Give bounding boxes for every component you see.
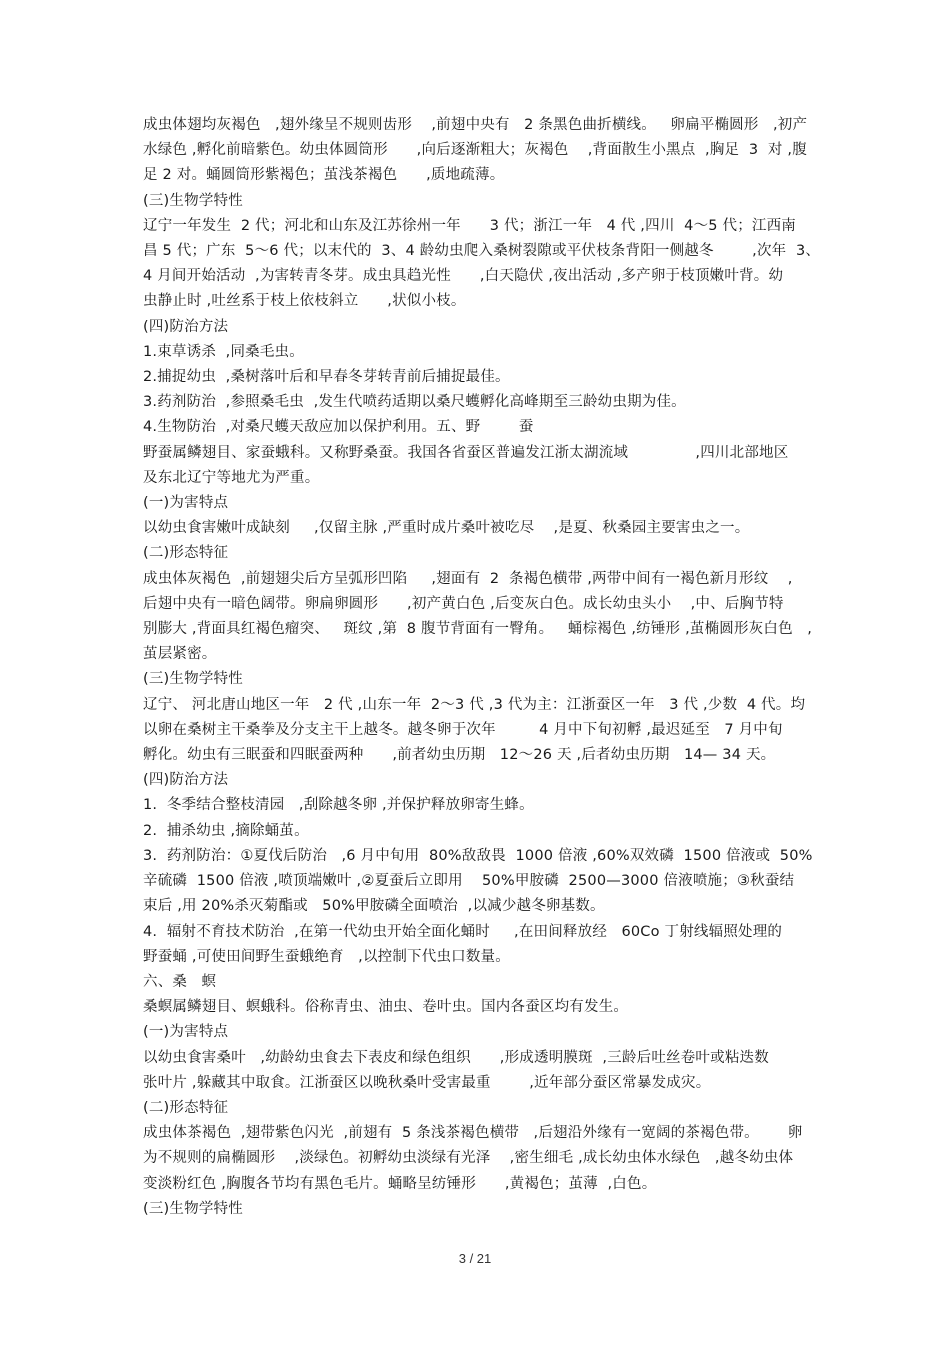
text-line: 及东北辽宁等地尤为严重。 bbox=[143, 469, 320, 486]
text-line: 桑螟属鳞翅目、螟蛾科。俗称青虫、油虫、卷叶虫。国内各蚕区均有发生。 bbox=[143, 999, 629, 1016]
text-line: 4 月间开始活动 ,为害转青冬芽。成虫具趋光性 ,白天隐伏 ,夜出活动 ,多产卵于枝顶嫩叶背。幼 bbox=[143, 268, 784, 285]
text-line: 以幼虫食害嫩叶成缺刻 ,仅留主脉 ,严重时成片桑叶被吃尽 ,是夏、秋桑园主要害虫之一。 bbox=[143, 520, 750, 537]
text-line: 水绿色 ,孵化前暗紫色。幼虫体圆筒形 ,向后逐渐粗大；灰褐色 ,背面散生小黑点 ,胸足 3 对 ,腹 bbox=[143, 142, 807, 159]
text-line: 孵化。幼虫有三眠蚕和四眠蚕两种 ,前者幼虫历期 12～26 天 ,后者幼虫历期 14— 34 天。 bbox=[143, 747, 776, 764]
text-line: 后翅中央有一暗色阔带。卵扁卵圆形 ,初产黄白色 ,后变灰白色。成长幼虫头小 ,中、后胸节特 bbox=[143, 595, 784, 612]
list-item: 4. 辐射不育技术防治 ,在第一代幼虫开始全面化蛹时 ,在田间释放经 60Co 丁射线辐照处理的 bbox=[143, 923, 783, 940]
text-line: 别膨大 ,背面具红褐色瘤突、 斑纹 ,第 8 腹节背面有一臀角。 蛹棕褐色 ,纺锤形 ,茧椭圆形灰白色 , bbox=[143, 621, 813, 638]
section-heading: (二)形态特征 bbox=[143, 1099, 229, 1116]
section-heading: (一)为害特点 bbox=[143, 495, 229, 512]
section-heading: (一)为害特点 bbox=[143, 1024, 229, 1041]
list-item: 4.生物防治 ,对桑尺蠖天敌应加以保护利用。五、野 蚕 bbox=[143, 419, 534, 436]
section-heading: (三)生物学特性 bbox=[143, 671, 243, 688]
text-line: 以卵在桑树主干桑拳及分支主干上越冬。越冬卵于次年 4 月中下旬初孵 ,最迟延至 7 月中旬 bbox=[143, 721, 783, 738]
text-line: 成虫体翅均灰褐色 ,翅外缘呈不规则齿形 ,前翅中央有 2 条黑色曲折横线。 卵扁平椭圆形 ,初产 bbox=[143, 117, 808, 133]
section-heading: 六、桑 螟 bbox=[143, 973, 217, 990]
section-heading: (三)生物学特性 bbox=[143, 192, 243, 209]
text-line: 张叶片 ,躲藏其中取食。江浙蚕区以晚秋桑叶受害最重 ,近年部分蚕区常暴发成灾。 bbox=[143, 1074, 711, 1091]
text-line: 束后 ,用 20%杀灭菊酯或 50%甲胺磷全面喷治 ,以减少越冬卵基数。 bbox=[143, 898, 605, 915]
section-heading: (四)防治方法 bbox=[143, 772, 229, 789]
text-line: 虫静止时 ,吐丝系于枝上依枝斜立 ,状似小枝。 bbox=[143, 293, 466, 310]
document-body bbox=[143, 113, 821, 1222]
page-number: 3 / 21 bbox=[458, 1251, 492, 1266]
section-heading: (三)生物学特性 bbox=[143, 1200, 243, 1217]
text-line: 为不规则的扁椭圆形 ,淡绿色。初孵幼虫淡绿有光泽 ,密生细毛 ,成长幼虫体水绿色 ,越冬幼虫体 bbox=[143, 1150, 794, 1167]
section-heading: (二)形态特征 bbox=[143, 545, 229, 562]
text-line: 野蚕属鳞翅目、家蚕蛾科。又称野桑蚕。我国各省蚕区普遍发江浙太湖流域 ,四川北部地区 bbox=[143, 444, 789, 461]
section-heading: (四)防治方法 bbox=[143, 318, 229, 335]
list-item: 2.捕捉幼虫 ,桑树落叶后和早春冬芽转青前后捕捉最佳。 bbox=[143, 369, 510, 386]
text-line: 辛硫磷 1500 倍液 ,喷顶端嫩叶 ,②夏蚕后立即用 50%甲胺磷 2500—3000 倍液喷施；③秋蚕结 bbox=[143, 873, 795, 890]
text-line: 成虫体灰褐色 ,前翅翅尖后方呈弧形凹陷 ,翅面有 2 条褐色横带 ,两带中间有一褐色新月形纹 , bbox=[143, 570, 793, 587]
text-line: 足 2 对。蛹圆筒形紫褐色；茧浅茶褐色 ,质地疏薄。 bbox=[143, 167, 505, 184]
list-item: 3. 药剂防治：①夏伐后防治 ,6 月中旬用 80%敌敌畏 1000 倍液 ,60%双效磷 1500 倍液或 50% bbox=[143, 847, 813, 864]
text-line: 变淡粉红色 ,胸腹各节均有黑色毛片。蛹略呈纺锤形 ,黄褐色；茧薄 ,白色。 bbox=[143, 1175, 657, 1192]
text-line: 昌 5 代；广东 5～6 代；以末代的 3、4 龄幼虫爬入桑树裂隙或平伏枝条背阳一侧越冬 ,次年 3、 bbox=[143, 243, 821, 260]
text-line: 以幼虫食害桑叶 ,幼龄幼虫食去下表皮和绿色组织 ,形成透明膜斑 ,三龄后吐丝卷叶或粘迭数 bbox=[143, 1049, 769, 1066]
text-line: 辽宁、 河北唐山地区一年 2 代 ,山东一年 2～3 代 ,3 代为主：江浙蚕区一年 3 代 ,少数 4 代。均 bbox=[143, 696, 806, 713]
list-item: 1. 冬季结合整枝清园 ,刮除越冬卵 ,并保护释放卵寄生蜂。 bbox=[143, 797, 534, 814]
list-item: 3.药剂防治 ,参照桑毛虫 ,发生代喷药适期以桑尺蠖孵化高峰期至三龄幼虫期为佳。 bbox=[143, 394, 686, 411]
text-line: 茧层紧密。 bbox=[143, 646, 217, 663]
list-item: 1.束草诱杀 ,同桑毛虫。 bbox=[143, 343, 304, 360]
list-item: 2. 捕杀幼虫 ,摘除蛹茧。 bbox=[143, 822, 309, 839]
text-line: 成虫体茶褐色 ,翅带紫色闪光 ,前翅有 5 条浅茶褐色横带 ,后翅沿外缘有一宽阔的茶褐色带。 卵 bbox=[143, 1125, 803, 1142]
text-line: 辽宁一年发生 2 代；河北和山东及江苏徐州一年 3 代；浙江一年 4 代 ,四川 4～5 代；江西南 bbox=[143, 217, 796, 234]
text-line: 野蚕蛹 ,可使田间野生蚕蛾绝育 ,以控制下代虫口数量。 bbox=[143, 948, 510, 965]
